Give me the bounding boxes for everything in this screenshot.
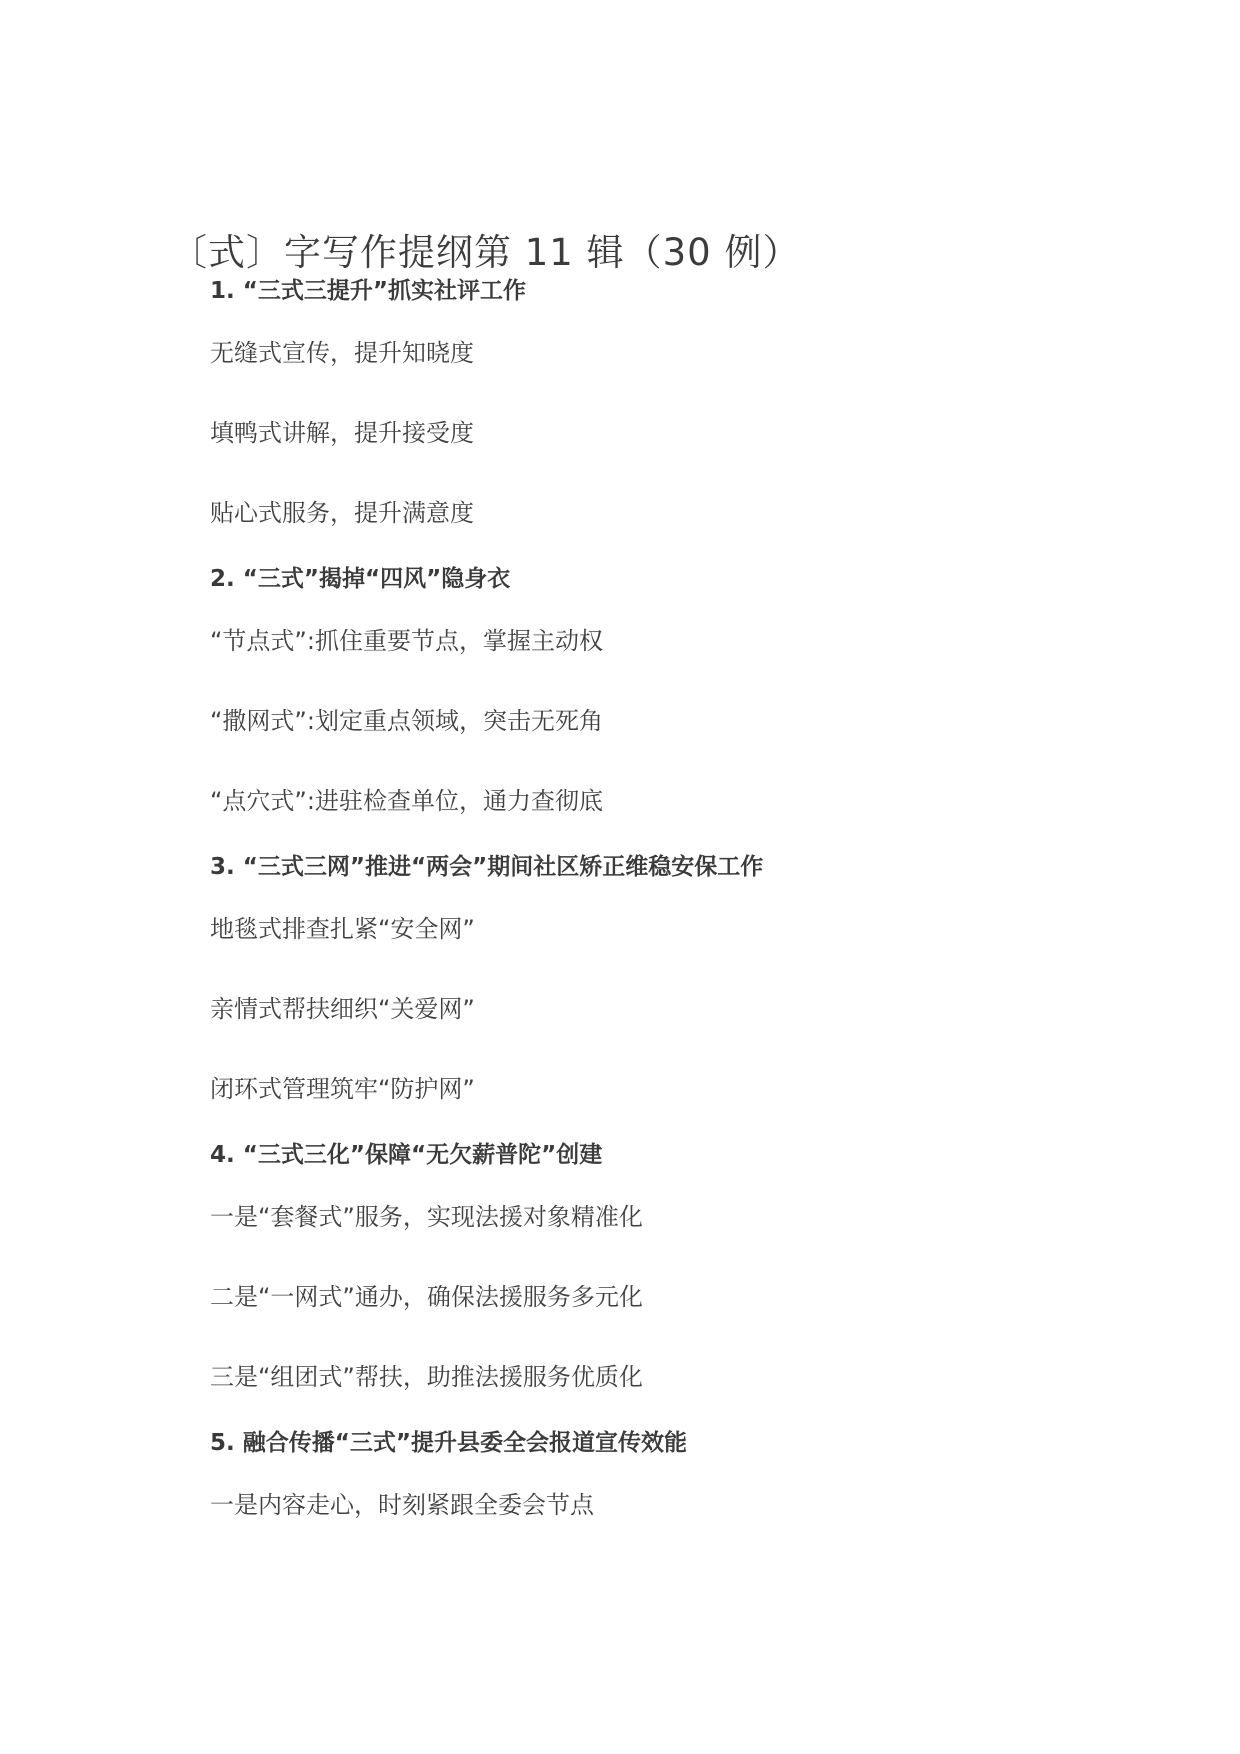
section-5-item-1: 一是内容走心，时刻紧跟全委会节点: [210, 1491, 594, 1519]
document-title: 〔式〕字写作提纲第 11 辑（30 例）: [170, 230, 801, 274]
section-heading-1: 1. “三式三提升”抓实社评工作: [210, 278, 526, 304]
section-1-item-1: 无缝式宣传，提升知晓度: [210, 339, 474, 367]
section-3-item-2: 亲情式帮扶细织“关爱网”: [210, 995, 475, 1023]
section-heading-3: 3. “三式三网”推进“两会”期间社区矫正维稳安保工作: [210, 854, 764, 880]
section-4-item-1: 一是“套餐式”服务，实现法援对象精准化: [210, 1203, 643, 1231]
section-3-item-3: 闭环式管理筑牢“防护网”: [210, 1075, 475, 1103]
section-4-item-3: 三是“组团式”帮扶，助推法援服务优质化: [210, 1363, 643, 1391]
section-heading-5: 5. 融合传播“三式”提升县委全会报道宣传效能: [210, 1430, 687, 1456]
section-heading-4: 4. “三式三化”保障“无欠薪普陀”创建: [210, 1142, 603, 1168]
section-1-item-2: 填鸭式讲解，提升接受度: [210, 419, 474, 447]
section-heading-2: 2. “三式”揭掉“四风”隐身衣: [210, 566, 511, 592]
section-2-item-3: “点穴式”:进驻检查单位，通力查彻底: [210, 787, 603, 815]
section-1-item-3: 贴心式服务，提升满意度: [210, 499, 474, 527]
section-3-item-1: 地毯式排查扎紧“安全网”: [210, 915, 475, 943]
section-4-item-2: 二是“一网式”通办，确保法援服务多元化: [210, 1283, 643, 1311]
section-2-item-2: “撒网式”:划定重点领域，突击无死角: [210, 707, 603, 735]
section-2-item-1: “节点式”:抓住重要节点，掌握主动权: [210, 627, 603, 655]
